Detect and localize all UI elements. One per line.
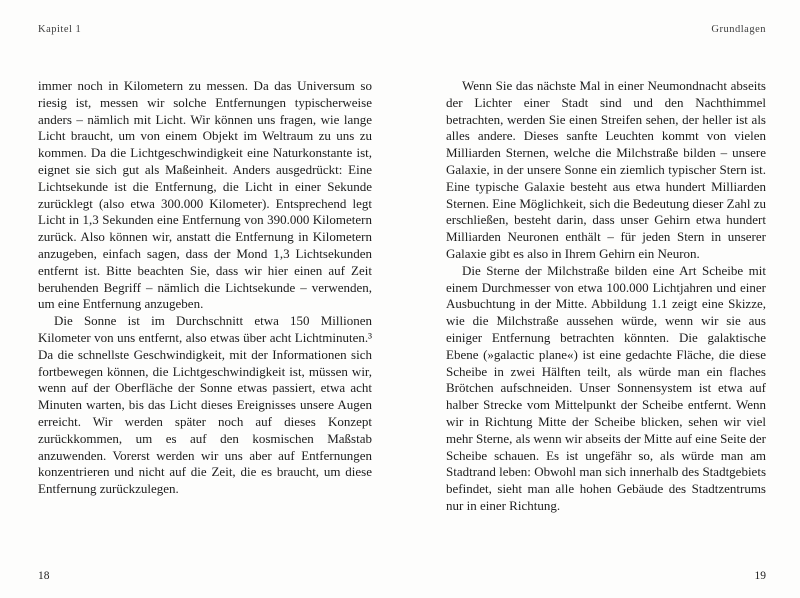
- page-number-left: 18: [38, 570, 50, 582]
- page-body-right: [446, 78, 766, 515]
- page-number-right: 19: [754, 570, 766, 582]
- page-right: [400, 0, 800, 598]
- paragraph: Die Sonne ist im Durchschnitt etwa 150 Millionen Kilometer von uns entfernt, also etwas über acht Lichtminuten.³ Da die schnellste Geschwindigkeit, mit der Informationen sich fortbewegen können, die Lichtgeschwindigkeit ist, müssen wir, wenn auf der Oberfläche der Sonne etwas passiert, etwa acht Minuten warten, bis das Licht dieses Ereignisses unsere Augen erreicht. Wir werden später noch auf dieses Konzept zurückkommen, um es auf den kosmischen Maßstab anzuwenden. Vorerst werden wir uns aber auf Entfernungen konzentrieren und nicht auf die Zeit, die es braucht, um diese Entfernung zurückzulegen.: [38, 313, 372, 497]
- running-header-chapter: Kapitel 1: [38, 24, 82, 35]
- paragraph: immer noch in Kilometern zu messen. Da das Universum so riesig ist, messen wir solche Entfernungen typischerweise anders – nämlich mit Licht. Wir können uns fragen, wie lange Licht braucht, um von einem Objekt im Weltraum zu uns zu kommen. Da die Lichtgeschwindigkeit eine Naturkonstante ist, eignet sie sich gut als Maßeinheit. Anders ausgedrückt: Eine Lichtsekunde ist die Entfernung, die Licht in einer Sekunde zurücklegt (also etwa 300.000 Kilometer). Entsprechend legt Licht in 1,3 Sekunden eine Entfernung von 390.000 Kilometern zurück. Also können wir, anstatt die Entfernung in Kilometern anzugeben, einfach sagen, dass der Mond 1,3 Lichtsekunden entfernt ist. Bitte beachten Sie, dass wir hier einen auf Zeit beruhenden Begriff – nämlich die Lichtsekunde – verwenden, um eine Entfernung anzugeben.: [38, 78, 372, 312]
- running-header-section: Grundlagen: [711, 24, 766, 35]
- paragraph: Wenn Sie das nächste Mal in einer Neumondnacht abseits der Lichter einer Stadt sind und den Nachthimmel betrachten, werden Sie einen Streifen sehen, der heller ist als alles andere. Dieses sanfte Leuchten kommt von vielen Milliarden Sternen, welche die Milchstraße bilden – unsere Galaxie, in der unsere Sonne ein ziemlich typischer Stern ist. Eine typische Galaxie besteht aus etwa hundert Milliarden Sternen. Eine Möglichkeit, sich die Bedeutung dieser Zahl zu erschließen, besteht darin, dass unser Gehirn etwa hundert Milliarden Neuronen enthält – für jeden Stern in unserer Galaxie gibt es also in Ihrem Gehirn ein Neuron.: [446, 78, 766, 261]
- page-body-left: [38, 78, 372, 498]
- paragraph: Die Sterne der Milchstraße bilden eine Art Scheibe mit einem Durchmesser von etwa 100.000 Lichtjahren und einer Ausbuchtung in der Mitte. Abbildung 1.1 zeigt eine Skizze, wie die Milchstraße aussehen würde, wenn wir sie aus einiger Entfernung betrachten könnten. Die galaktische Ebene (»galactic plane«) ist eine gedachte Fläche, die diese Scheibe in zwei Hälften teilt, als würde man ein flaches Brötchen aufschneiden. Unser Sonnensystem ist etwa auf halber Strecke vom Mittelpunkt der Scheibe entfernt. Wenn wir in Richtung Mitte der Scheibe blicken, sehen wir viel mehr Sterne, als wenn wir abseits der Mitte auf eine Seite der Scheibe schauen. Es ist ungefähr so, als würde man am Stadtrand leben: Obwohl man sich innerhalb des Stadtgebiets befindet, sieht man alle hohen Gebäude des Stadtzentrums nur in einer Richtung.: [446, 262, 766, 513]
